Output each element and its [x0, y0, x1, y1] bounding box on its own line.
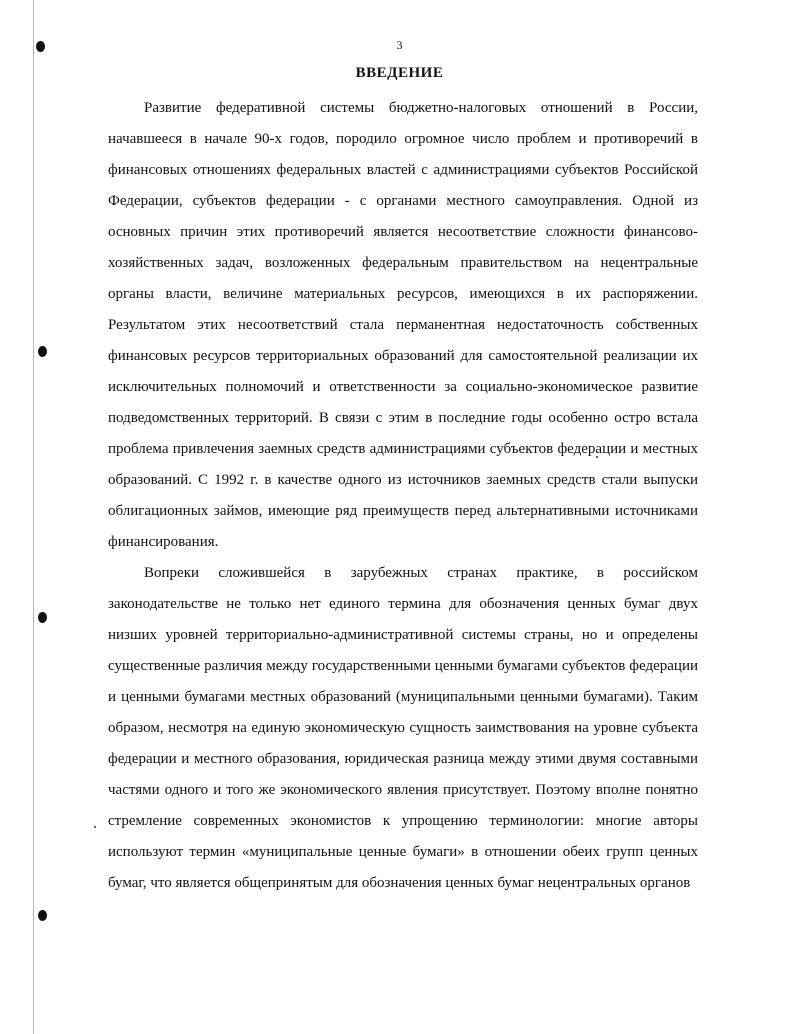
scan-speck: [94, 826, 96, 828]
paragraph: Вопреки сложившейся в зарубежных странах практике, в российском законодательстве не только нет единого термина для обозначения ценных бумаг двух низших уровней территориально-административной системы страны, но и определены существенные различия между государственными ценными бумагами субъектов федерации и ценными бумагами местных образований (муниципальными ценными бумагами). Таким образом, несмотря на единую экономическую сущность заимствования на уровне субъекта федерации и местного образования, юридическая разница между этими двумя составными частями одного и того же экономического явления присутствует. Поэтому вполне понятно стремление современных экономистов к упрощению терминологии: многие авторы используют термин «муниципальные ценные бумаги» в отношении обеих групп ценных бумаг, что является общепринятым для обозначения ценных бумаг нецентральных органов: [108, 565, 698, 891]
punch-hole-mark: [38, 910, 47, 921]
binding-edge-line: [33, 0, 34, 1034]
paragraph: Развитие федеративной системы бюджетно-налоговых отношений в России, начавшееся в начале 90-х годов, породило огромное число проблем и противоречий в финансовых отношениях федеральных властей с администрациями субъектов Российской Федерации, субъектов федерации - с органами местного самоуправления. Одной из основных причин этих противоречий является несоответствие сложности финансово-хозяйственных задач, возложенных федеральным правительством на нецентральные органы власти, величине материальных ресурсов, имеющихся в их распоряжении. Результатом этих несоответствий стала перманентная недостаточность собственных финансовых ресурсов территориальных образований для самостоятельной реализации их исключительных полномочий и ответственности за социально-экономическое развитие подведомственных территорий. В связи с этим в последние годы особенно остро встала проблема привлечения заемных средств администрациями субъектов федерации и местных образований. С 1992 г. в качестве одного из источников заемных средств стали выпуски облигационных займов, имеющие ряд преимуществ перед альтернативными источниками финансирования.: [108, 100, 698, 550]
page-number: 3: [396, 38, 403, 52]
punch-hole-mark: [38, 612, 47, 623]
body-text: [108, 93, 698, 899]
section-title: ВВЕДЕНИЕ: [355, 65, 444, 81]
punch-hole-mark: [38, 346, 47, 357]
